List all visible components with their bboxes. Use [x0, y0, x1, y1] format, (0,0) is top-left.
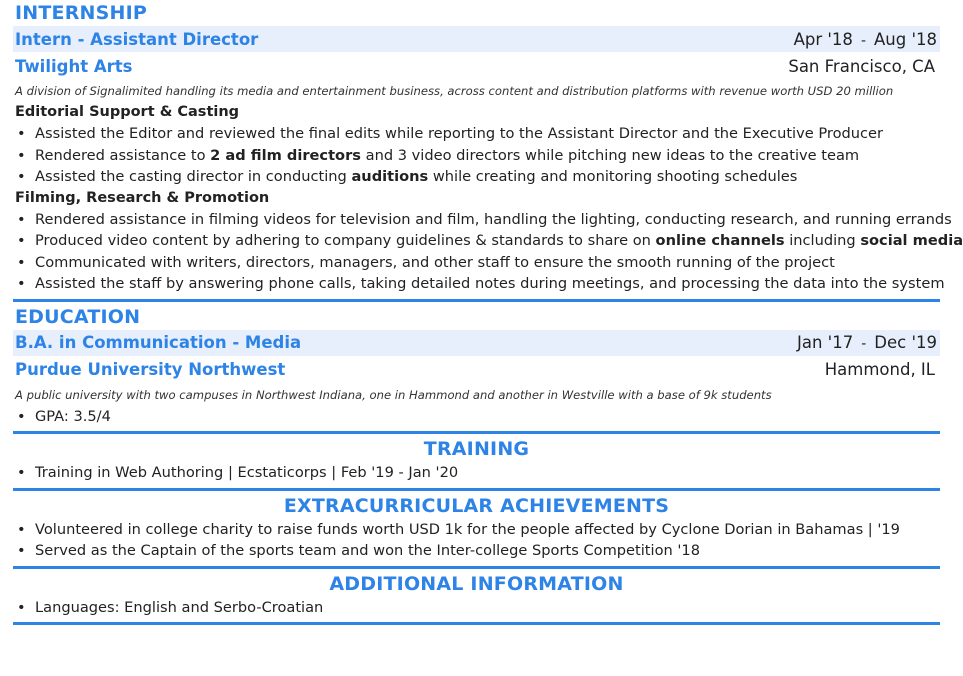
list-item: • Assisted the staff by answering phone calls, taking detailed notes during meetings, and processing the data into the system — [13, 273, 940, 295]
section-divider — [13, 299, 940, 302]
internship-date-end: Aug '18 — [874, 29, 937, 49]
list-item: • Produced video content by adhering to company guidelines & standards to share on online channels including social media — [13, 230, 940, 252]
internship-role: Intern - Assistant Director — [15, 29, 259, 49]
list-item: • Rendered assistance in filming videos for television and film, handling the lighting, conducting research, and running errands — [13, 209, 940, 231]
extracurricular-heading: EXTRACURRICULAR ACHIEVEMENTS — [283, 494, 670, 517]
internship-date-start: Apr '18 — [793, 29, 853, 49]
additional-section — [13, 571, 940, 626]
education-school: Purdue University Northwest — [15, 360, 286, 379]
list-item: • Served as the Captain of the sports team and won the Inter-college Sports Competition '18 — [13, 540, 940, 562]
education-heading: EDUCATION — [15, 305, 141, 328]
internship-org-row — [13, 52, 940, 80]
internship-heading: INTERNSHIP — [15, 2, 148, 24]
list-item: • GPA: 3.5/4 — [13, 406, 940, 428]
list-item: • Assisted the casting director in conducting auditions while creating and monitoring shooting schedules — [13, 166, 940, 188]
list-item: • Rendered assistance to 2 ad film directors and 3 video directors while pitching new ideas to the creative team — [13, 145, 940, 167]
filming-bullets — [13, 209, 963, 295]
additional-heading: ADDITIONAL INFORMATION — [329, 572, 624, 595]
training-bullets — [13, 462, 940, 484]
training-section — [13, 436, 940, 491]
extracurricular-bullets — [13, 519, 940, 562]
training-heading: TRAINING — [423, 438, 530, 460]
resume-page — [13, 0, 963, 627]
internship-dates — [794, 30, 937, 49]
group-heading-filming: Filming, Research & Promotion — [15, 189, 270, 206]
education-section — [13, 304, 940, 435]
section-divider — [13, 566, 940, 569]
section-divider — [13, 622, 940, 625]
education-degree: B.A. in Communication - Media — [15, 333, 302, 352]
additional-bullets — [13, 597, 940, 619]
group-heading-editorial: Editorial Support & Casting — [15, 104, 240, 120]
extracurricular-section — [13, 493, 940, 569]
internship-role-bar — [13, 26, 940, 52]
section-divider — [13, 431, 940, 434]
list-item: • Training in Web Authoring | Ecstaticorps | Feb '19 - Jan '20 — [13, 462, 940, 484]
list-item: • Languages: English and Serbo-Croatian — [13, 597, 940, 619]
education-location: Hammond, IL — [824, 360, 935, 379]
education-description: A public university with two campuses in Northwest Indiana, one in Hammond and another in Westville with a base of 9k students — [15, 387, 772, 402]
education-school-row — [13, 356, 940, 384]
list-item: • Volunteered in college charity to raise funds worth USD 1k for the people affected by Cyclone Dorian in Bahamas | '19 — [13, 519, 940, 541]
list-item: • Assisted the Editor and reviewed the final edits while reporting to the Assistant Director and the Executive Producer — [13, 123, 940, 145]
education-dates — [797, 333, 937, 352]
date-separator: - — [861, 336, 867, 352]
list-item: • Communicated with writers, directors, managers, and other staff to ensure the smooth running of the project — [13, 252, 940, 274]
education-date-end: Dec '19 — [874, 333, 937, 352]
internship-section — [13, 0, 963, 302]
internship-description: A division of Signalimited handling its media and entertainment business, across content and distribution platforms with revenue worth USD 20 million — [15, 84, 894, 98]
education-degree-bar — [13, 330, 940, 356]
education-bullets — [13, 406, 940, 428]
internship-location: San Francisco, CA — [788, 56, 935, 76]
date-separator: - — [860, 32, 866, 49]
education-date-start: Jan '17 — [797, 333, 854, 352]
section-divider — [13, 488, 940, 491]
internship-company: Twilight Arts — [15, 56, 133, 76]
editorial-bullets — [13, 123, 940, 188]
